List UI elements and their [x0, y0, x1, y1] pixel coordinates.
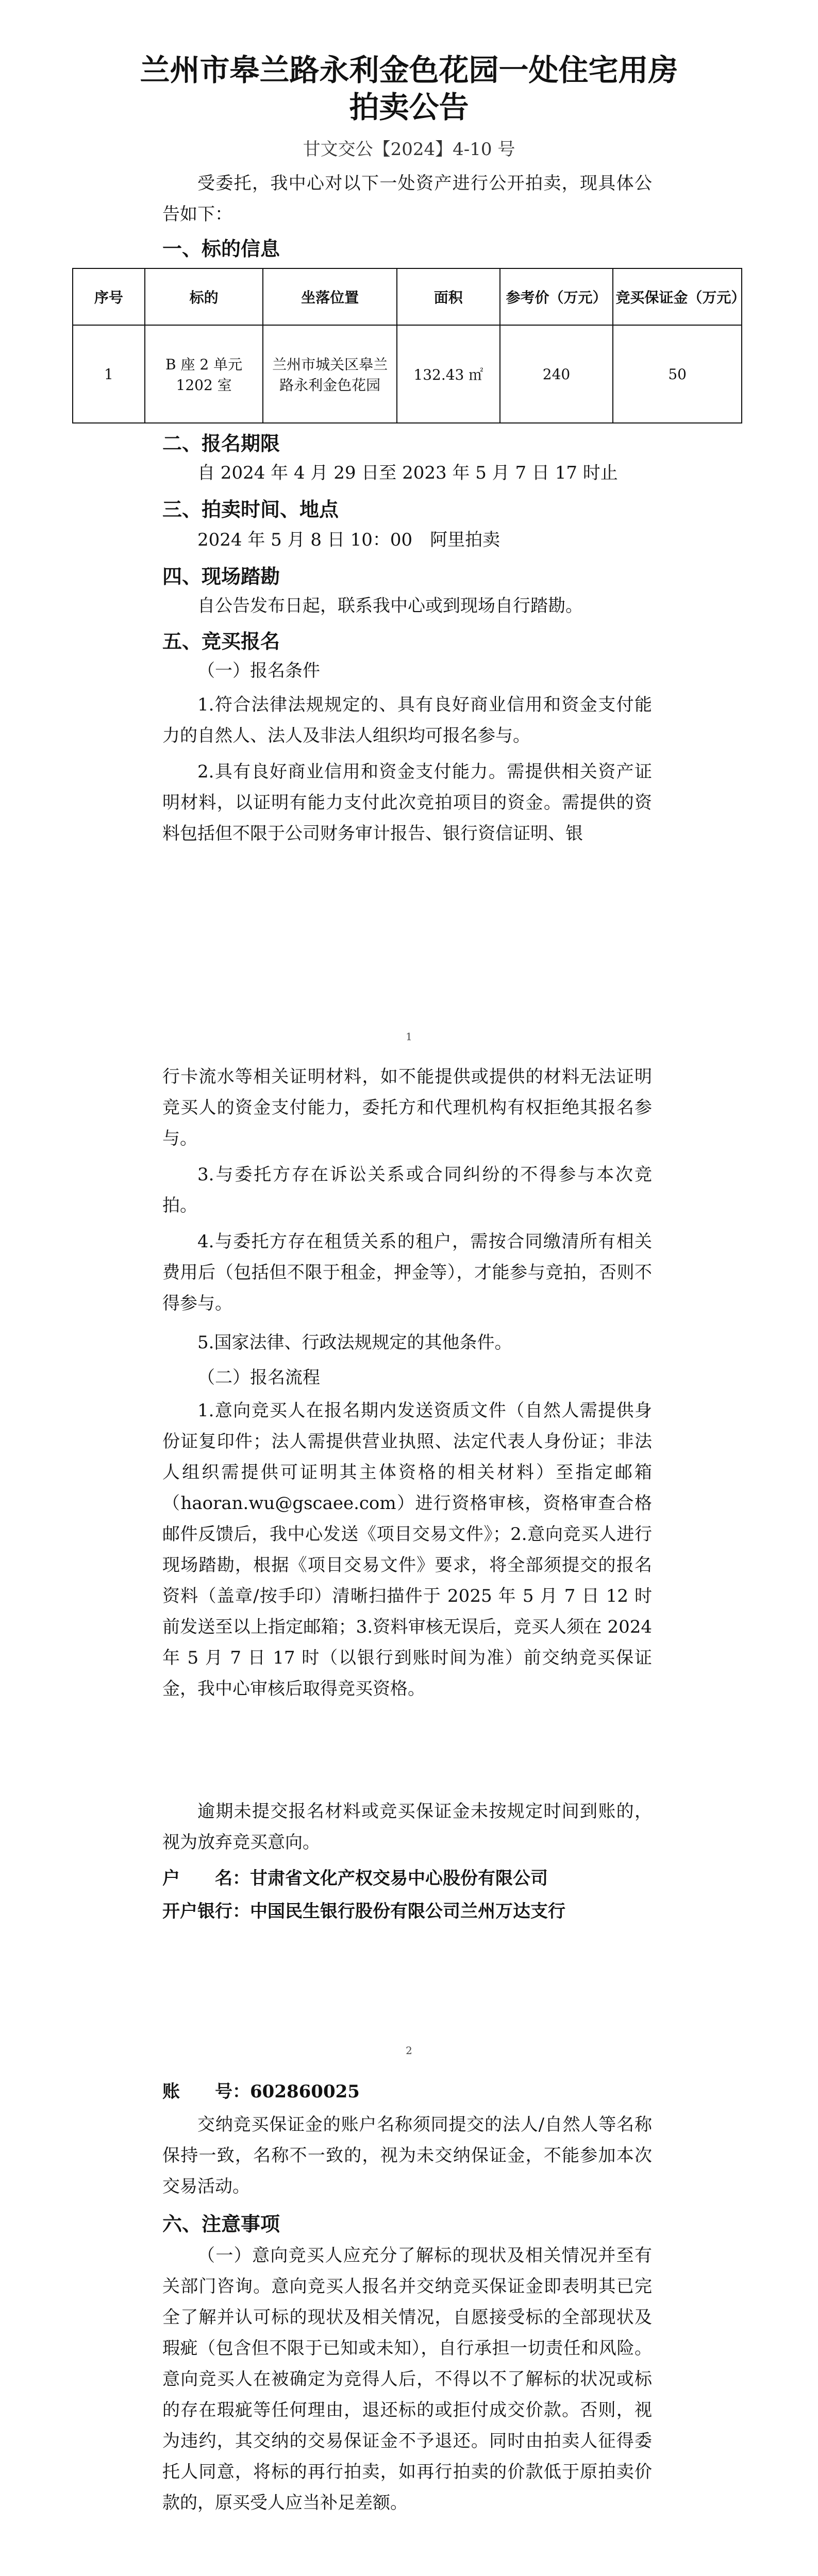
account-value: 602860025 — [250, 2081, 360, 2102]
process-steps: 1.意向竞买人在报名期内发送资质文件（自然人需提供身份证复印件；法人需提供营业执照、法定代表人身份证；非法人组织需提供可证明其主体资格的相关材料）至指定邮箱（haoran.wu@gscaee.com）进行资格审核，资格审查合格邮件反馈后，我中心发送《项目交易文件》；2.意向竞买人进行现场踏勘，根据《项目交易文件》要求，将全部须提交的报名资料（盖章/按手印）清晰扫描件于 2025 年 5 月 7 日 12 时前发送至以上指定邮箱；3.资料审核无误后，竞买人须在 2024 年 5 月 7 日 17 时（以银行到账时间为准）前交纳竞买保证金，我中心审核后取得竞买资格。 — [162, 1400, 652, 1699]
asset-table — [72, 268, 746, 423]
col-header-asset: 标的 — [145, 268, 263, 325]
account-line — [162, 2076, 652, 2107]
bank-line — [162, 1896, 652, 1927]
col-header-deposit: 竞买保证金（万元） — [613, 268, 742, 325]
title-line-2: 拍卖公告 — [349, 90, 469, 125]
intro-paragraph: 受委托，我中心对以下一处资产进行公开拍卖，现具体公告如下： — [162, 173, 652, 225]
cell-location: 兰州市城关区皋兰路永利金色花园 — [263, 325, 397, 423]
section-1-heading: 一、标的信息 — [162, 237, 280, 260]
payee-line — [162, 1863, 652, 1894]
page-number-2: 2 — [406, 2044, 412, 2057]
subsection-process: （二）报名流程 — [197, 1367, 320, 1388]
account-note: 交纳竞买保证金的账户名称须同提交的法人/自然人等名称保持一致，名称不一致的，视为未交纳保证金，不能参加本次交易活动。 — [162, 2114, 653, 2197]
col-header-reference-price: 参考价（万元） — [500, 268, 613, 325]
payee-value: 甘肃省文化产权交易中心股份有限公司 — [250, 1868, 548, 1889]
section-6-heading: 六、注意事项 — [162, 2212, 280, 2235]
table-row — [73, 325, 742, 423]
cell-area: 132.43 ㎡ — [397, 325, 500, 423]
section-3-text: 2024 年 5 月 8 日 10：00 阿里拍卖 — [197, 530, 500, 550]
col-header-index: 序号 — [73, 268, 145, 325]
section-5-heading: 五、竞买报名 — [162, 630, 280, 653]
condition-1: 1.符合法律法规规定的、具有良好商业信用和资金支付能力的自然人、法人及非法人组织均可报名参与。 — [162, 694, 652, 746]
col-header-area: 面积 — [397, 268, 500, 325]
cell-reference-price: 240 — [500, 325, 613, 423]
cell-index: 1 — [73, 325, 145, 423]
document-number: 甘文交公【2024】4-10 号 — [303, 139, 515, 160]
condition-2: 2.具有良好商业信用和资金支付能力。需提供相关资产证明材料，以证明有能力支付此次竞拍项目的资金。需提供的资料包括但不限于公司财务审计报告、银行资信证明、银 — [162, 761, 652, 844]
table-header-row — [73, 268, 742, 325]
subsection-conditions: （一）报名条件 — [197, 660, 320, 681]
condition-3: 3.与委托方存在诉讼关系或合同纠纷的不得参与本次竞拍。 — [162, 1164, 652, 1216]
section-4-text: 自公告发布日起，联系我中心或到现场自行踏勘。 — [197, 596, 583, 616]
cell-asset: B 座 2 单元 1202 室 — [145, 325, 263, 423]
col-header-location: 坐落位置 — [263, 268, 397, 325]
notice-1: （一）意向竞买人应充分了解标的现状及相关情况并至有关部门咨询。意向竞买人报名并交纳竞买保证金即表明其已完全了解并认可标的现状及相关情况，自愿接受标的全部现状及瑕疵（包含但不限于已知或未知），自行承担一切责任和风险。意向竞买人在被确定为竞得人后，不得以不了解标的状况或标的存在瑕疵等任何理由，退还标的或拒付成交价款。否则，视为违约，其交纳的交易保证金不予退还。同时由拍卖人征得委托人同意，将标的再行拍卖，如再行拍卖的价款低于原拍卖价款的，原买受人应当补足差额。 — [162, 2245, 652, 2513]
condition-4: 4.与委托方存在租赁关系的租户，需按合同缴清所有相关费用后（包括但不限于租金，押金等），才能参与竞拍，否则不得参与。 — [162, 1231, 652, 1314]
section-3-heading: 三、拍卖时间、地点 — [162, 498, 339, 521]
bank-label: 开户银行： — [162, 1901, 250, 1922]
cell-deposit: 50 — [613, 325, 742, 423]
bank-value: 中国民生银行股份有限公司兰州万达支行 — [250, 1901, 565, 1922]
title-line-1: 兰州市皋兰路永利金色花园一处住宅用房 — [140, 53, 678, 88]
condition-2-continued: 行卡流水等相关证明材料，如不能提供或提供的材料无法证明竞买人的资金支付能力，委托方和代理机构有权拒绝其报名参与。 — [162, 1066, 652, 1149]
section-2-heading: 二、报名期限 — [162, 432, 280, 455]
process-deadline-note: 逾期未提交报名材料或竞买保证金未按规定时间到账的，视为放弃竞买意向。 — [162, 1801, 652, 1853]
section-4-heading: 四、现场踏勘 — [162, 565, 280, 588]
account-label: 账 号： — [162, 2081, 250, 2102]
condition-5: 5.国家法律、行政法规规定的其他条件。 — [197, 1332, 512, 1353]
section-2-text: 自 2024 年 4 月 29 日至 2023 年 5 月 7 日 17 时止 — [197, 463, 618, 483]
page-number-1: 1 — [406, 1030, 412, 1043]
payee-label: 户 名： — [162, 1868, 250, 1889]
